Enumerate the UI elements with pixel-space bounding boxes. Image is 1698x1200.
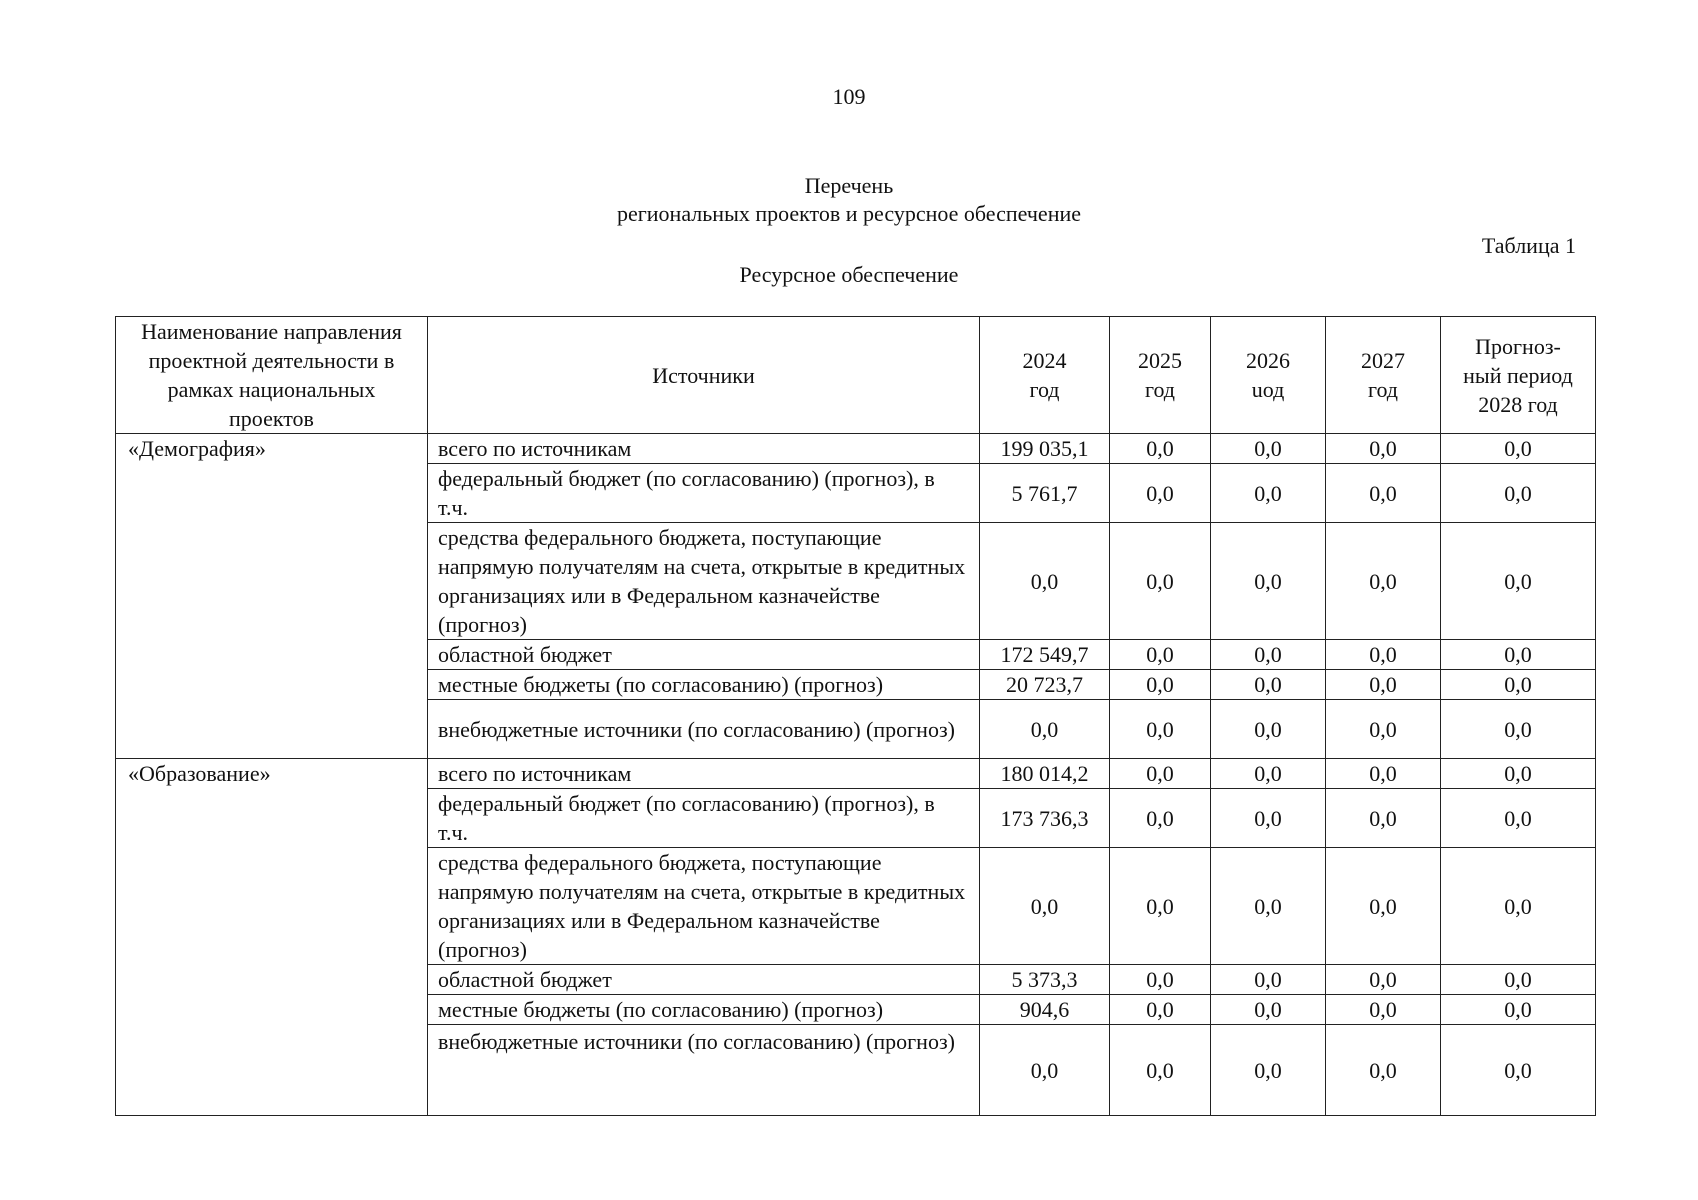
resource-table bbox=[115, 316, 1596, 1116]
header-2025: 2025 год bbox=[1110, 317, 1211, 434]
value-cell-2024: 173 736,3 bbox=[980, 789, 1110, 848]
value-cell-2024: 0,0 bbox=[980, 848, 1110, 965]
value-cell-2024: 20 723,7 bbox=[980, 670, 1110, 700]
value-cell-2026: 0,0 bbox=[1211, 464, 1326, 523]
value-cell-2026: 0,0 bbox=[1211, 640, 1326, 670]
value-cell-2028: 0,0 bbox=[1441, 640, 1596, 670]
value-cell-2027: 0,0 bbox=[1326, 464, 1441, 523]
header-forecast: Прогноз-ный период 2028 год bbox=[1441, 317, 1596, 434]
value-cell-2028: 0,0 bbox=[1441, 995, 1596, 1025]
header-2027: 2027 год bbox=[1326, 317, 1441, 434]
header-row bbox=[116, 317, 1596, 434]
value-cell-2025: 0,0 bbox=[1110, 1025, 1211, 1116]
value-cell-2028: 0,0 bbox=[1441, 1025, 1596, 1116]
value-cell-2027: 0,0 bbox=[1326, 670, 1441, 700]
value-cell-2026: 0,0 bbox=[1211, 848, 1326, 965]
source-cell: внебюджетные источники (по согласованию) (прогноз) bbox=[428, 700, 980, 759]
value-cell-2025: 0,0 bbox=[1110, 464, 1211, 523]
source-cell: средства федерального бюджета, поступающие напрямую получателям на счета, открытые в кредитных организациях или в Федеральном казначействе (прогноз) bbox=[428, 848, 980, 965]
table-row bbox=[116, 434, 1596, 464]
value-cell-2028: 0,0 bbox=[1441, 700, 1596, 759]
value-cell-2024: 0,0 bbox=[980, 700, 1110, 759]
source-cell: внебюджетные источники (по согласованию) (прогноз) bbox=[428, 1025, 980, 1116]
value-cell-2026: 0,0 bbox=[1211, 789, 1326, 848]
header-name: Наименование направления проектной деятельности в рамках национальных проектов bbox=[116, 317, 428, 434]
value-cell-2028: 0,0 bbox=[1441, 464, 1596, 523]
value-cell-2028: 0,0 bbox=[1441, 523, 1596, 640]
value-cell-2027: 0,0 bbox=[1326, 640, 1441, 670]
source-cell: местные бюджеты (по согласованию) (прогноз) bbox=[428, 995, 980, 1025]
value-cell-2024: 180 014,2 bbox=[980, 759, 1110, 789]
source-cell: областной бюджет bbox=[428, 640, 980, 670]
value-cell-2024: 0,0 bbox=[980, 1025, 1110, 1116]
value-cell-2028: 0,0 bbox=[1441, 965, 1596, 995]
value-cell-2027: 0,0 bbox=[1326, 965, 1441, 995]
source-cell: федеральный бюджет (по согласованию) (прогноз), в т.ч. bbox=[428, 789, 980, 848]
project-name-cell: «Образование» bbox=[116, 759, 428, 1116]
source-cell: всего по источникам bbox=[428, 759, 980, 789]
value-cell-2025: 0,0 bbox=[1110, 995, 1211, 1025]
value-cell-2027: 0,0 bbox=[1326, 759, 1441, 789]
value-cell-2025: 0,0 bbox=[1110, 523, 1211, 640]
value-cell-2026: 0,0 bbox=[1211, 759, 1326, 789]
value-cell-2024: 0,0 bbox=[980, 523, 1110, 640]
source-cell: федеральный бюджет (по согласованию) (прогноз), в т.ч. bbox=[428, 464, 980, 523]
title-line-2: региональных проектов и ресурсное обеспечение bbox=[616, 201, 1082, 226]
value-cell-2024: 5 373,3 bbox=[980, 965, 1110, 995]
source-cell: местные бюджеты (по согласованию) (прогноз) bbox=[428, 670, 980, 700]
table-body bbox=[116, 434, 1596, 1116]
value-cell-2027: 0,0 bbox=[1326, 523, 1441, 640]
table-caption: Ресурсное обеспечение bbox=[739, 262, 959, 287]
header-2024: 2024 год bbox=[980, 317, 1110, 434]
value-cell-2026: 0,0 bbox=[1211, 434, 1326, 464]
value-cell-2028: 0,0 bbox=[1441, 759, 1596, 789]
value-cell-2027: 0,0 bbox=[1326, 434, 1441, 464]
value-cell-2026: 0,0 bbox=[1211, 995, 1326, 1025]
value-cell-2027: 0,0 bbox=[1326, 995, 1441, 1025]
value-cell-2025: 0,0 bbox=[1110, 640, 1211, 670]
value-cell-2028: 0,0 bbox=[1441, 789, 1596, 848]
value-cell-2025: 0,0 bbox=[1110, 700, 1211, 759]
value-cell-2025: 0,0 bbox=[1110, 434, 1211, 464]
value-cell-2024: 199 035,1 bbox=[980, 434, 1110, 464]
value-cell-2027: 0,0 bbox=[1326, 700, 1441, 759]
table-label: Таблица 1 bbox=[1481, 233, 1576, 258]
value-cell-2027: 0,0 bbox=[1326, 789, 1441, 848]
project-name-cell: «Демография» bbox=[116, 434, 428, 759]
source-cell: областной бюджет bbox=[428, 965, 980, 995]
value-cell-2028: 0,0 bbox=[1441, 670, 1596, 700]
header-2026: 2026 uод bbox=[1211, 317, 1326, 434]
value-cell-2026: 0,0 bbox=[1211, 1025, 1326, 1116]
value-cell-2028: 0,0 bbox=[1441, 848, 1596, 965]
value-cell-2025: 0,0 bbox=[1110, 965, 1211, 995]
value-cell-2027: 0,0 bbox=[1326, 848, 1441, 965]
table-row bbox=[116, 759, 1596, 789]
value-cell-2025: 0,0 bbox=[1110, 670, 1211, 700]
source-cell: всего по источникам bbox=[428, 434, 980, 464]
value-cell-2025: 0,0 bbox=[1110, 848, 1211, 965]
source-cell: средства федерального бюджета, поступающие напрямую получателям на счета, открытые в кредитных организациях или в Федеральном казначействе (прогноз) bbox=[428, 523, 980, 640]
page-number: 109 bbox=[832, 84, 866, 109]
value-cell-2026: 0,0 bbox=[1211, 523, 1326, 640]
value-cell-2024: 904,6 bbox=[980, 995, 1110, 1025]
value-cell-2025: 0,0 bbox=[1110, 759, 1211, 789]
value-cell-2027: 0,0 bbox=[1326, 1025, 1441, 1116]
header-sources: Источники bbox=[428, 317, 980, 434]
value-cell-2028: 0,0 bbox=[1441, 434, 1596, 464]
document-title bbox=[0, 172, 1698, 228]
value-cell-2024: 172 549,7 bbox=[980, 640, 1110, 670]
value-cell-2026: 0,0 bbox=[1211, 670, 1326, 700]
value-cell-2025: 0,0 bbox=[1110, 789, 1211, 848]
value-cell-2026: 0,0 bbox=[1211, 965, 1326, 995]
title-line-1: Перечень bbox=[804, 173, 894, 198]
value-cell-2024: 5 761,7 bbox=[980, 464, 1110, 523]
value-cell-2026: 0,0 bbox=[1211, 700, 1326, 759]
